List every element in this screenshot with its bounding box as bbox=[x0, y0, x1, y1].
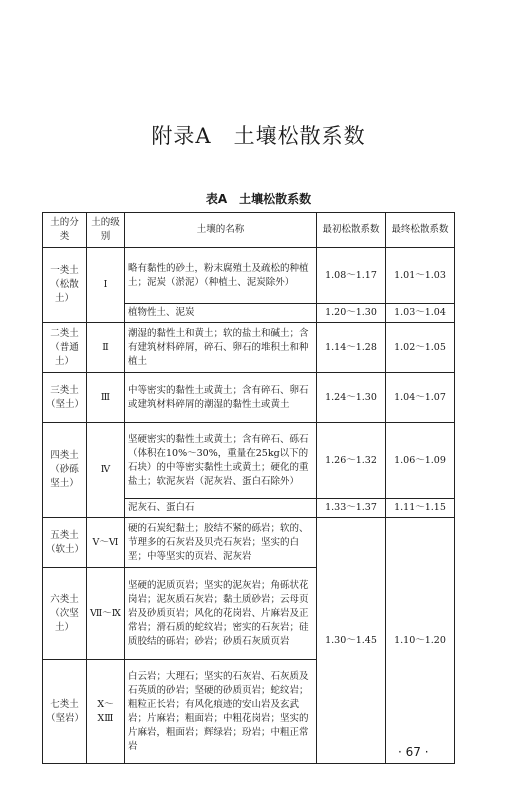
row-initial: 1.30～1.45 bbox=[317, 518, 386, 764]
page-number: · 67 · bbox=[398, 745, 429, 759]
row-final: 1.06～1.09 bbox=[386, 423, 455, 499]
row-grade: Ⅰ bbox=[87, 248, 125, 323]
header-initial: 最初松散系数 bbox=[317, 213, 386, 248]
row-final: 1.11～1.15 bbox=[386, 499, 455, 518]
row-final: 1.10～1.20 bbox=[386, 518, 455, 764]
row-desc: 坚硬密实的黏性土或黄土；含有碎石、砾石（体积在10%～30%，重量在25kg以下的石块）的中等密实黏性土或黄土；硬化的重盐土；软泥灰岩（泥灰岩、蛋白石除外） bbox=[125, 423, 317, 499]
row-grade: Ⅶ～Ⅸ bbox=[87, 568, 125, 660]
row-desc: 潮湿的黏性土和黄土；软的盐土和碱土；含有建筑材料碎屑，碎石、卵石的堆积土和种植土 bbox=[125, 323, 317, 373]
row-initial: 1.33～1.37 bbox=[317, 499, 386, 518]
row-desc: 泥灰石、蛋白石 bbox=[125, 499, 317, 518]
row-class: 五类土（软土） bbox=[43, 518, 87, 568]
row-grade: Ⅱ bbox=[87, 323, 125, 373]
row-grade: Ⅴ～Ⅵ bbox=[87, 518, 125, 568]
row-desc: 白云岩；大理石；坚实的石灰岩、石灰质及石英质的砂岩；坚硬的砂质页岩；蛇纹岩；粗粒正长岩；有风化痕迹的安山岩及玄武岩；片麻岩；粗面岩；中粗花岗岩；坚实的片麻岩，粗面岩；辉绿岩；玢岩；中粗正常岩 bbox=[125, 660, 317, 764]
row-initial: 1.08～1.17 bbox=[317, 248, 386, 304]
row-desc: 坚硬的泥质页岩；坚实的泥灰岩；角砾状花岗岩；泥灰质石灰岩；黏土质砂岩；云母页岩及砂质页岩；风化的花岗岩、片麻岩及正常岩；滑石质的蛇纹岩；密实的石灰岩；硅质胶结的砾岩；砂岩；砂质石灰质页岩 bbox=[125, 568, 317, 660]
table-row bbox=[43, 518, 455, 568]
row-grade: Ⅳ bbox=[87, 423, 125, 518]
row-final: 1.03～1.04 bbox=[386, 304, 455, 323]
row-final: 1.02～1.05 bbox=[386, 323, 455, 373]
header-grade: 土的级别 bbox=[87, 213, 125, 248]
row-class: 四类土（砂砾坚土） bbox=[43, 423, 87, 518]
row-desc: 硬的石炭纪黏土；胶结不紧的砾岩；软的、节理多的石灰岩及贝壳石灰岩；坚实的白垩；中等坚实的页岩、泥灰岩 bbox=[125, 518, 317, 568]
table-row bbox=[43, 323, 455, 373]
soil-loosening-table bbox=[42, 212, 455, 764]
row-desc: 中等密实的黏性土或黄土；含有碎石、卵石或建筑材料碎屑的潮湿的黏性土或黄土 bbox=[125, 373, 317, 423]
row-class: 三类土（坚土） bbox=[43, 373, 87, 423]
row-initial: 1.20～1.30 bbox=[317, 304, 386, 323]
row-final: 1.04～1.07 bbox=[386, 373, 455, 423]
table-row bbox=[43, 248, 455, 304]
row-desc: 植物性土、泥炭 bbox=[125, 304, 317, 323]
row-initial: 1.26～1.32 bbox=[317, 423, 386, 499]
table-header-row bbox=[43, 213, 455, 248]
row-initial: 1.14～1.28 bbox=[317, 323, 386, 373]
row-final: 1.01～1.03 bbox=[386, 248, 455, 304]
header-final: 最终松散系数 bbox=[386, 213, 455, 248]
row-grade: Ⅲ bbox=[87, 373, 125, 423]
header-name: 土壤的名称 bbox=[125, 213, 317, 248]
table-row bbox=[43, 373, 455, 423]
row-desc: 略有黏性的砂土，粉末腐殖土及疏松的种植土；泥炭（淤泥）（种植土、泥炭除外） bbox=[125, 248, 317, 304]
table-row bbox=[43, 423, 455, 499]
row-grade: Ⅹ～ⅩⅢ bbox=[87, 660, 125, 764]
row-initial: 1.24～1.30 bbox=[317, 373, 386, 423]
header-class: 土的分类 bbox=[43, 213, 87, 248]
row-class: 六类土（次坚土） bbox=[43, 568, 87, 660]
row-class: 一类土（松散土） bbox=[43, 248, 87, 323]
page-title: 附录A 土壤松散系数 bbox=[151, 124, 366, 148]
row-class: 七类土（坚岩） bbox=[43, 660, 87, 764]
row-class: 二类土（普通土） bbox=[43, 323, 87, 373]
table-caption: 表A 土壤松散系数 bbox=[205, 192, 312, 206]
